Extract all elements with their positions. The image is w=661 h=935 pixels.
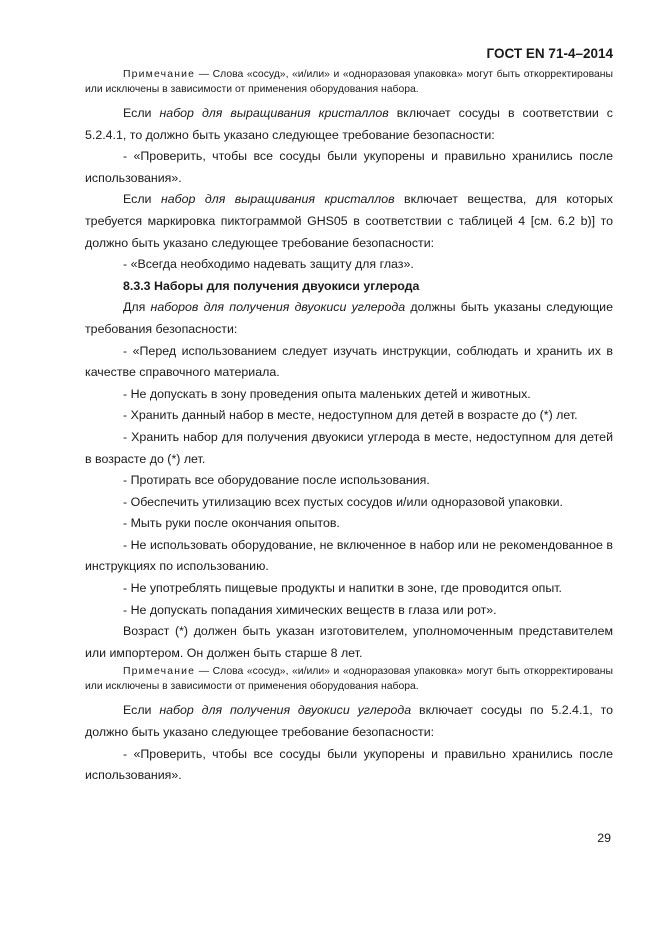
paragraph: - «Всегда необходимо надевать защиту для глаз». xyxy=(123,257,414,272)
text-run: включает вещества, для которых требуется маркировка пиктограммой GHS05 в соответствии с таблицей 4 [см. 6.2 b)] то должно быть указано следующее требование безопасности: xyxy=(85,192,613,250)
paragraph: - Протирать все оборудование после использования. xyxy=(123,473,430,488)
paragraph: - Не употреблять пищевые продукты и напитки в зоне, где проводится опыт. xyxy=(123,581,562,596)
text-run: включает сосуды по 5.2.4.1, то должно быть указано следующее требование безопасности: xyxy=(85,703,614,740)
paragraph: - «Проверить, чтобы все сосуды были укупорены и правильно хранились после использования». xyxy=(85,746,613,783)
text-run: Если xyxy=(123,703,160,718)
paragraph: - Не допускать попадания химических веществ в глаза или рот». xyxy=(123,602,497,617)
paragraph: - Не использовать оборудование, не включенное в набор или не рекомендованное в инструкциях по использованию. xyxy=(85,537,613,574)
paragraph xyxy=(85,700,613,743)
paragraph: - Обеспечить утилизацию всех пустых сосудов и/или одноразовой упаковки. xyxy=(123,494,563,509)
paragraph: Возраст (*) должен быть указан изготовителем, уполномоченным представителем или импортером. Он должен быть старше 8 лет. xyxy=(85,624,613,660)
note-dash: — xyxy=(195,666,213,678)
italic-term: набор для выращивания кристаллов xyxy=(159,106,389,120)
note-text: Слова «сосуд», «и/или» и «одноразовая упаковка» могут быть откорректированы или исключены в зависимости от применения оборудования набора. xyxy=(85,666,613,693)
italic-term: набор для выращивания кристаллов xyxy=(160,192,395,207)
text-run: включает сосуды в соответствии с 5.2.4.1, то должно быть указано следующее требование безопасности: xyxy=(85,106,614,142)
paragraph: - «Проверить, чтобы все сосуды были укупорены и правильно хранились после использования». xyxy=(85,149,613,185)
note-dash: — xyxy=(195,69,213,80)
page-body xyxy=(85,67,613,787)
note-1 xyxy=(85,67,613,97)
paragraph: - «Перед использованием следует изучать инструкции, соблюдать и хранить их в качестве справочного материала. xyxy=(85,343,613,380)
note-label: Примечание xyxy=(123,69,196,80)
section-heading: 8.3.3 Наборы для получения двуокиси углерода xyxy=(123,278,420,293)
text-run: Для xyxy=(123,300,151,315)
paragraph: - Мыть руки после окончания опытов. xyxy=(123,516,340,531)
paragraph: - Хранить набор для получения двуокиси углерода в месте, недоступном для детей в возрасте до (*) лет. xyxy=(85,429,613,466)
paragraph: - Хранить данный набор в месте, недоступном для детей в возрасте до (*) лет. xyxy=(123,408,578,423)
paragraph xyxy=(85,297,613,340)
text-run: должны быть указаны следующие требования безопасности: xyxy=(85,300,613,336)
text-run: Если xyxy=(123,106,160,120)
italic-term: набор для получения двуокиси углерода xyxy=(159,703,412,718)
paragraph xyxy=(85,189,613,254)
note-text: Слова «сосуд», «и/или» и «одноразовая упаковка» могут быть откорректированы или исключены в зависимости от применения оборудования набора. xyxy=(85,69,613,95)
paragraph: - Не допускать в зону проведения опыта маленьких детей и животных. xyxy=(123,386,531,401)
paragraph xyxy=(85,103,613,146)
document-header: ГОСТ EN 71-4–2014 xyxy=(486,46,613,61)
text-run: Если xyxy=(123,192,161,207)
note-label: Примечание xyxy=(123,666,196,678)
page-number: 29 xyxy=(597,831,611,845)
note-2 xyxy=(85,664,613,694)
italic-term: наборов для получения двуокиси углерода xyxy=(150,300,406,315)
